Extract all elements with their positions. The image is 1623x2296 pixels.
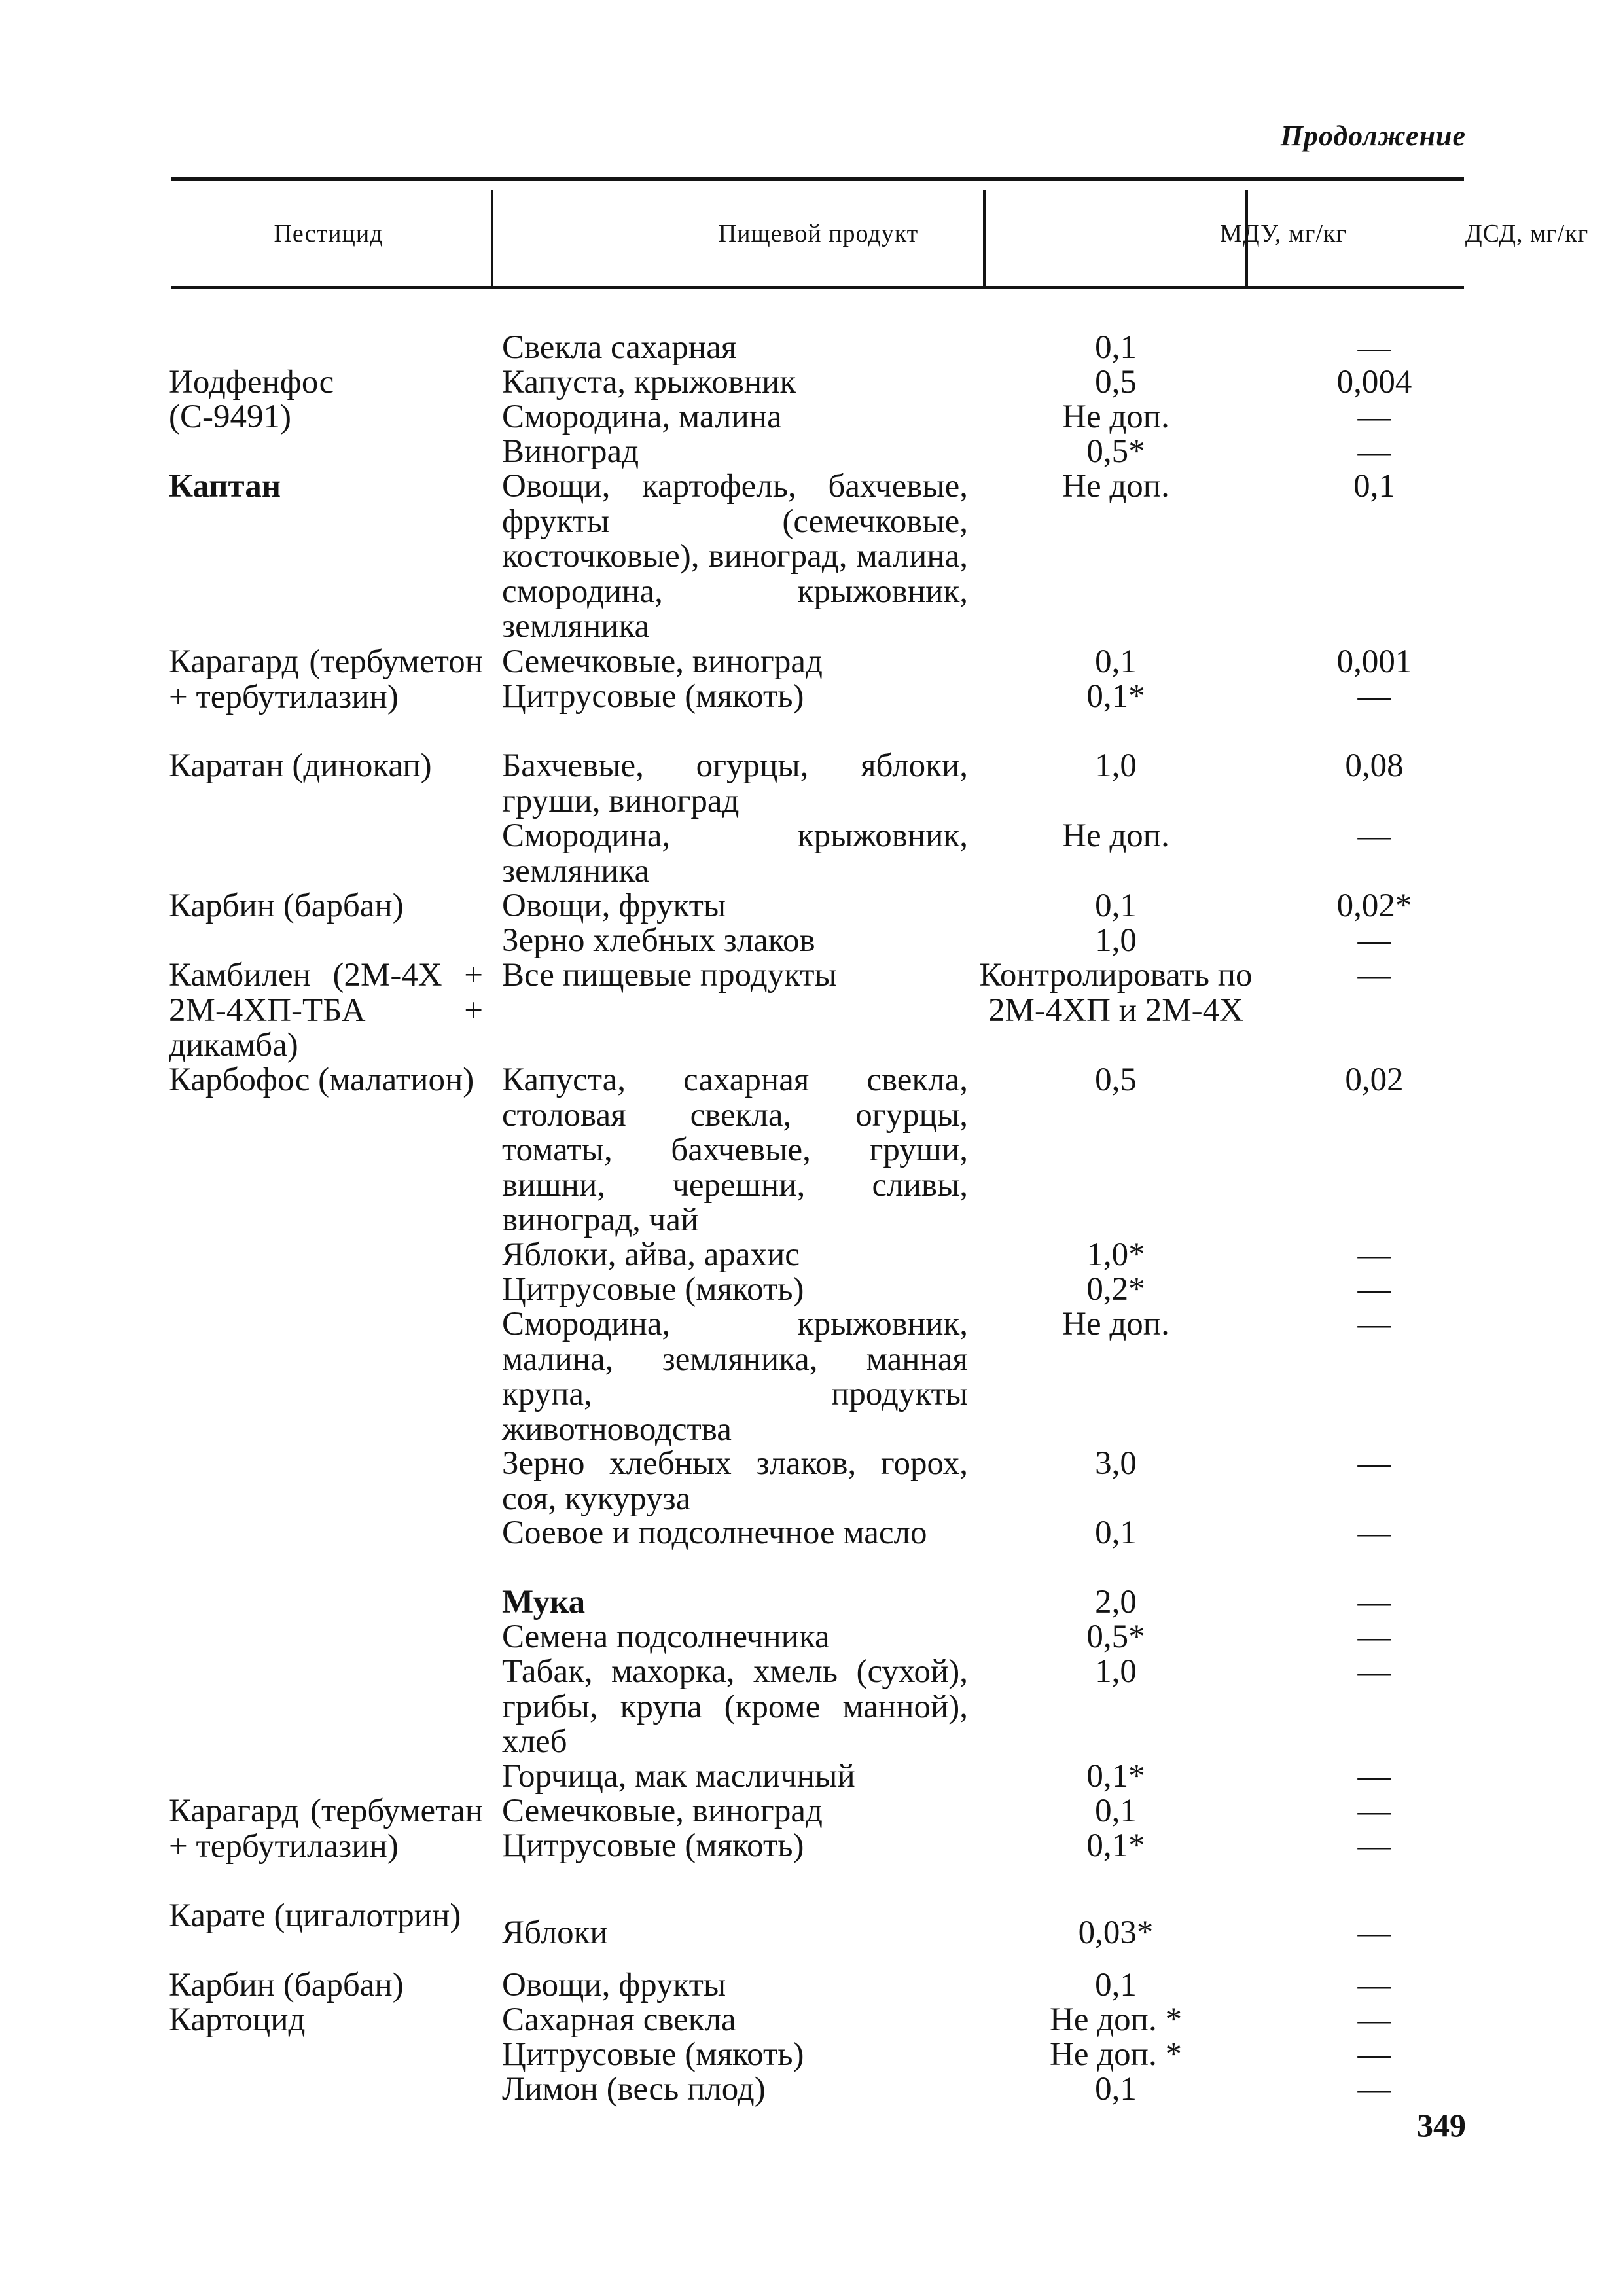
cell-dsd: — bbox=[1357, 1236, 1391, 1273]
cell-food: Капуста, крыжовник bbox=[502, 364, 796, 401]
cell-dsd: 0,004 bbox=[1336, 364, 1412, 401]
column-header-pesticide: Пестицид bbox=[274, 220, 383, 247]
cell-pesticide: Каратан (динокап) bbox=[169, 747, 432, 784]
cell-food: Табак, махорка, хмель (сухой), грибы, крупа (кроме манной), хлеб bbox=[502, 1653, 968, 1760]
cell-pesticide: Карбин (барбан) bbox=[169, 1967, 404, 2003]
cell-food: Смородина, крыжовник, малина, земляника, манная крупа, продукты животноводства bbox=[502, 1306, 968, 1448]
cell-food: Соевое и подсолнечное масло bbox=[502, 1515, 927, 1551]
cell-food: Бахчевые, огурцы, яблоки, груши, виноград bbox=[502, 747, 968, 819]
cell-dsd: — bbox=[1357, 2036, 1391, 2073]
cell-mdu: 0,5* bbox=[1086, 433, 1145, 470]
cell-food: Виноград bbox=[502, 433, 639, 470]
cell-mdu: 0,1 bbox=[1095, 888, 1137, 924]
cell-mdu: Не доп. bbox=[1062, 817, 1169, 854]
cell-pesticide: (С-9491) bbox=[169, 399, 291, 435]
cell-dsd: — bbox=[1357, 1653, 1391, 1690]
cell-mdu: 0,1 bbox=[1095, 2071, 1137, 2108]
cell-dsd: — bbox=[1357, 1584, 1391, 1621]
cell-mdu: 0,1 bbox=[1095, 329, 1137, 366]
cell-mdu: 1,0* bbox=[1086, 1236, 1145, 1273]
column-header-food-product: Пищевой продукт bbox=[718, 220, 919, 247]
cell-mdu: 2,0 bbox=[1095, 1584, 1137, 1621]
cell-dsd: 0,001 bbox=[1336, 643, 1412, 680]
cell-mdu: 1,0 bbox=[1095, 747, 1137, 784]
cell-dsd: — bbox=[1357, 1271, 1391, 1308]
cell-mdu: Контролировать по 2М-4ХП и 2М-4Х bbox=[979, 957, 1253, 1029]
cell-food: Семечковые, виноград bbox=[502, 643, 823, 680]
cell-dsd: — bbox=[1357, 1758, 1391, 1795]
cell-food: Яблоки, айва, арахис bbox=[502, 1236, 800, 1273]
cell-food: Яблоки bbox=[502, 1914, 608, 1951]
cell-dsd: — bbox=[1357, 2001, 1391, 2038]
cell-mdu: Не доп. bbox=[1062, 1306, 1169, 1342]
cell-pesticide: Каптан bbox=[169, 468, 281, 505]
cell-food: Свекла сахарная bbox=[502, 329, 737, 366]
cell-dsd: — bbox=[1357, 678, 1391, 715]
cell-food: Цитрусовые (мякоть) bbox=[502, 2036, 804, 2073]
column-header-dsd: ДСД, мг/кг bbox=[1465, 220, 1589, 247]
cell-dsd: — bbox=[1357, 922, 1391, 959]
cell-dsd: — bbox=[1357, 1619, 1391, 1655]
cell-dsd: — bbox=[1357, 1914, 1391, 1951]
cell-pesticide: Карбин (барбан) bbox=[169, 888, 404, 924]
cell-dsd: 0,02* bbox=[1336, 888, 1412, 924]
cell-mdu: 0,1 bbox=[1095, 643, 1137, 680]
cell-pesticide: Карбофос (малатион) bbox=[169, 1062, 474, 1098]
cell-dsd: — bbox=[1357, 1306, 1391, 1342]
cell-food: Цитрусовые (мякоть) bbox=[502, 1827, 804, 1864]
cell-mdu: 0,1* bbox=[1086, 1827, 1145, 1864]
cell-food: Смородина, крыжовник, земляника bbox=[502, 817, 968, 889]
cell-pesticide: Карагард (тербуметан + тербутилазин) bbox=[169, 1793, 483, 1865]
cell-food: Овощи, фрукты bbox=[502, 1967, 726, 2003]
page-number: 349 bbox=[1417, 2107, 1466, 2144]
cell-dsd: 0,02 bbox=[1345, 1062, 1404, 1098]
cell-dsd: 0,1 bbox=[1353, 468, 1395, 505]
cell-mdu: 0,03* bbox=[1078, 1914, 1154, 1951]
cell-pesticide: Иодфенфос bbox=[169, 364, 334, 401]
cell-mdu: 0,1 bbox=[1095, 1967, 1137, 2003]
cell-food: Цитрусовые (мякоть) bbox=[502, 1271, 804, 1308]
cell-dsd: — bbox=[1357, 957, 1391, 994]
cell-pesticide: Карагард (тербуметон + тербутилазин) bbox=[169, 643, 483, 715]
cell-mdu: 1,0 bbox=[1095, 922, 1137, 959]
cell-food: Лимон (весь плод) bbox=[502, 2071, 766, 2108]
cell-food: Овощи, картофель, бахчевые, фрукты (семечковые, косточковые), виноград, малина, смородина, крыжовник, земляника bbox=[502, 468, 968, 645]
cell-mdu: 0,1 bbox=[1095, 1515, 1137, 1551]
cell-mdu: 0,5 bbox=[1095, 1062, 1137, 1098]
cell-food: Зерно хлебных злаков bbox=[502, 922, 815, 959]
cell-mdu: 0,2* bbox=[1086, 1271, 1145, 1308]
cell-dsd: — bbox=[1357, 329, 1391, 366]
cell-mdu: Не доп. bbox=[1062, 468, 1169, 505]
cell-food: Все пищевые продукты bbox=[502, 957, 837, 994]
cell-mdu: 0,1 bbox=[1095, 1793, 1137, 1829]
cell-mdu: 0,5* bbox=[1086, 1619, 1145, 1655]
cell-food: Семена подсолнечника bbox=[502, 1619, 830, 1655]
cell-dsd: — bbox=[1357, 2071, 1391, 2108]
cell-dsd: — bbox=[1357, 1827, 1391, 1864]
cell-dsd: — bbox=[1357, 433, 1391, 470]
cell-pesticide: Карате (цигалотрин) bbox=[169, 1897, 461, 1934]
cell-mdu: Не доп. * bbox=[1050, 2036, 1182, 2073]
cell-pesticide: Картоцид bbox=[169, 2001, 306, 2038]
cell-dsd: — bbox=[1357, 1967, 1391, 2003]
cell-mdu: 0,5 bbox=[1095, 364, 1137, 401]
cell-mdu: Не доп. * bbox=[1050, 2001, 1182, 2038]
cell-food: Мука bbox=[502, 1584, 586, 1621]
cell-dsd: 0,08 bbox=[1345, 747, 1404, 784]
cell-dsd: — bbox=[1357, 1515, 1391, 1551]
cell-food: Смородина, малина bbox=[502, 399, 782, 435]
cell-dsd: — bbox=[1357, 1793, 1391, 1829]
cell-food: Капуста, сахарная свекла, столовая свекла, огурцы, томаты, бахчевые, груши, вишни, черешни, сливы, виноград, чай bbox=[502, 1062, 968, 1238]
cell-food: Цитрусовые (мякоть) bbox=[502, 678, 804, 715]
cell-mdu: 1,0 bbox=[1095, 1653, 1137, 1690]
cell-food: Семечковые, виноград bbox=[502, 1793, 823, 1829]
cell-mdu: 0,1* bbox=[1086, 1758, 1145, 1795]
cell-dsd: — bbox=[1357, 399, 1391, 435]
cell-mdu: 0,1* bbox=[1086, 678, 1145, 715]
continuation-label: Продолжение bbox=[1280, 120, 1466, 152]
cell-dsd: — bbox=[1357, 1445, 1391, 1482]
cell-food: Горчица, мак масличный bbox=[502, 1758, 855, 1795]
cell-mdu: 3,0 bbox=[1095, 1445, 1137, 1482]
cell-dsd: — bbox=[1357, 817, 1391, 854]
cell-mdu: Не доп. bbox=[1062, 399, 1169, 435]
cell-pesticide: Камбилен (2М-4Х + 2М-4ХП-ТБА + дикамба) bbox=[169, 957, 483, 1064]
cell-food: Зерно хлебных злаков, горох, соя, кукуруза bbox=[502, 1445, 968, 1517]
column-header-mdu: МДУ, мг/кг bbox=[1219, 220, 1347, 247]
cell-food: Сахарная свекла bbox=[502, 2001, 736, 2038]
cell-food: Овощи, фрукты bbox=[502, 888, 726, 924]
